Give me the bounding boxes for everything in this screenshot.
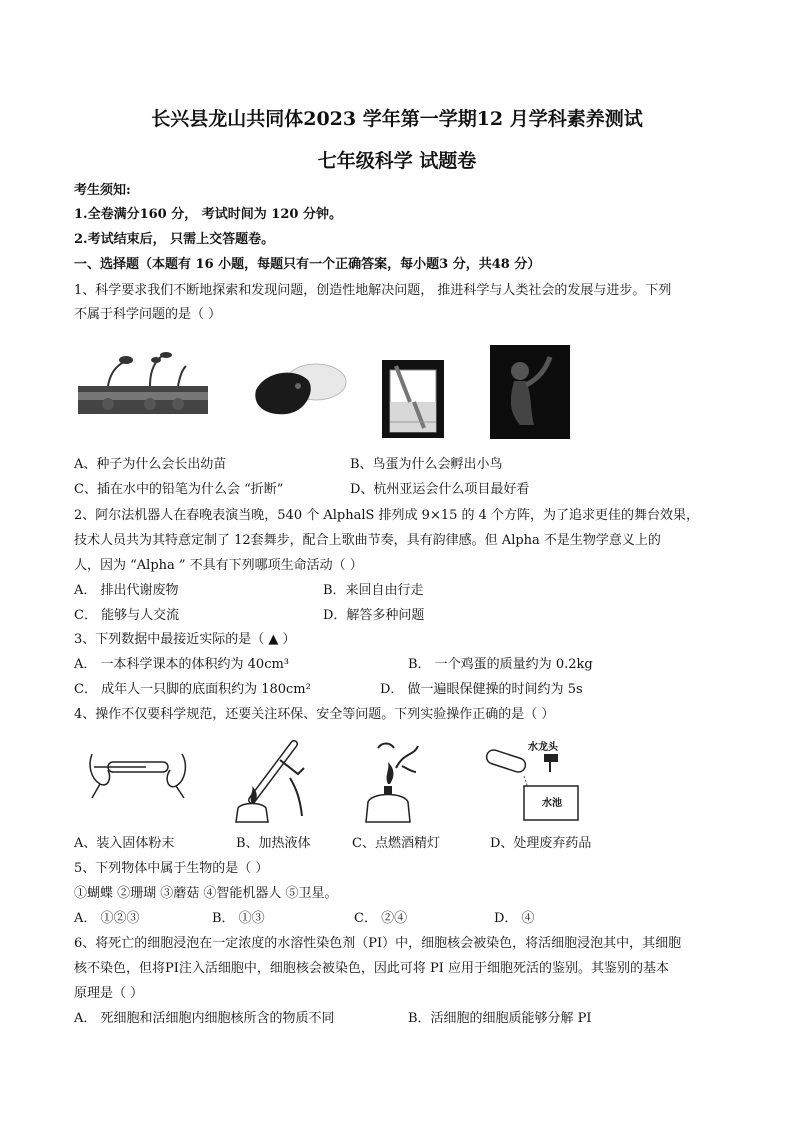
q2-option-d: D．解答多种问题 [323,608,425,623]
notice-heading: 考生须知: [74,183,131,198]
sink-label: 水池 [542,798,562,809]
q6-stem-line2: 核不染色，但将PI注入活细胞中，细胞核会被染色，因此可将 PI 应用于细胞死活的鉴别。其鉴别的基本 [74,961,670,976]
q1-option-d: D、杭州亚运会什么项目最好看 [350,482,530,497]
q5-option-d: D． ④ [494,911,535,926]
q2-option-c: C． 能够与人交流 [74,608,180,623]
q2-option-a: A． 排出代谢废物 [74,583,179,598]
q5-stem: 5、下列物体中属于生物的是（ ） [74,861,269,876]
q1-stem-line1: 1、科学要求我们不断地探索和发现问题，创造性地解决问题， 推进科学与人类社会的发展与进步。下列 [74,283,672,298]
q1-option-b: B、鸟蛋为什么会孵出小鸟 [350,457,503,472]
waste-disposal-image [484,738,580,822]
lighting-lamp-image [358,738,422,824]
q4-option-b: B、加热液体 [236,836,311,851]
q3-option-b: B． 一个鸡蛋的质量约为 0.2kg [408,657,593,672]
q3-option-d: D． 做一遍眼保健操的时间约为 5s [380,682,583,697]
q6-stem-line1: 6、将死亡的细胞浸泡在一定浓度的水溶性染色剂（PI）中，细胞核会被染色，将活细胞浸泡其中，其细胞 [74,936,682,951]
page-title: 长兴县龙山共同体2023 学年第一学期12 月学科素养测试 [151,108,643,130]
notice-item-2: 2.考试结束后， 只需上交答题卷。 [74,232,275,247]
q2-option-b: B．来回自由行走 [323,583,424,598]
q5-option-b: B． ①③ [212,911,265,926]
q2-stem-line2: 技术人员共为其特意定制了 12套舞步，配合上歌曲节奏，具有韵律感。但 Alpha 不是生物学意义上的 [74,533,661,548]
q6-option-a: A． 死细胞和活细胞内细胞核所含的物质不同 [74,1011,335,1026]
notice-item-1: 1.全卷满分160 分， 考试时间为 120 分钟。 [74,207,342,222]
page-subtitle: 七年级科学 试题卷 [317,150,477,172]
powder-loading-image [86,742,192,800]
heating-liquid-image [232,738,312,824]
seedling-image [78,348,208,440]
q5-option-c: C． ②④ [354,911,408,926]
q2-stem-line3: 人，因为 “Alpha ” 不具有下列哪项生命活动（ ） [74,558,363,573]
q1-option-a: A、种子为什么会长出幼苗 [74,457,227,472]
hatching-chick-image [246,360,350,420]
pencil-in-water-image [382,360,444,438]
section-heading: 一、选择题（本题有 16 小题，每题只有一个正确答案，每小题3 分，共48 分） [74,257,541,272]
q3-stem: 3、下列数据中最接近实际的是（ ▲ ） [74,632,296,647]
q1-option-c: C、插在水中的铅笔为什么会 “折断” [74,482,284,497]
q4-stem: 4、操作不仅要科学规范，还要关注环保、安全等问题。下列实验操作正确的是（ ） [74,707,555,722]
q3-option-a: A． 一本科学课本的体积约为 40cm³ [74,657,290,672]
q5-option-a: A． ①②③ [74,911,140,926]
q6-stem-line3: 原理是（ ） [74,986,144,1001]
q1-stem-line2: 不属于科学问题的是（ ） [74,307,222,322]
q3-option-c: C． 成年人一只脚的底面积约为 180cm² [74,682,311,697]
q4-option-d: D、处理废弃药品 [490,836,592,851]
q5-items: ①蝴蝶 ②珊瑚 ③蘑菇 ④智能机器人 ⑤卫星。 [74,886,338,901]
q2-stem-line1: 2、阿尔法机器人在春晚表演当晚，540 个 AlphalS 排列成 9×15 的 4 个方阵，为了追求更佳的舞台效果， [74,508,700,523]
q4-option-c: C、点燃酒精灯 [352,836,440,851]
tap-label: 水龙头 [528,742,558,753]
q6-option-b: B．活细胞的细胞质能够分解 PI [408,1011,592,1026]
q4-option-a: A、装入固体粉末 [74,836,175,851]
athlete-photo-image [490,345,570,439]
